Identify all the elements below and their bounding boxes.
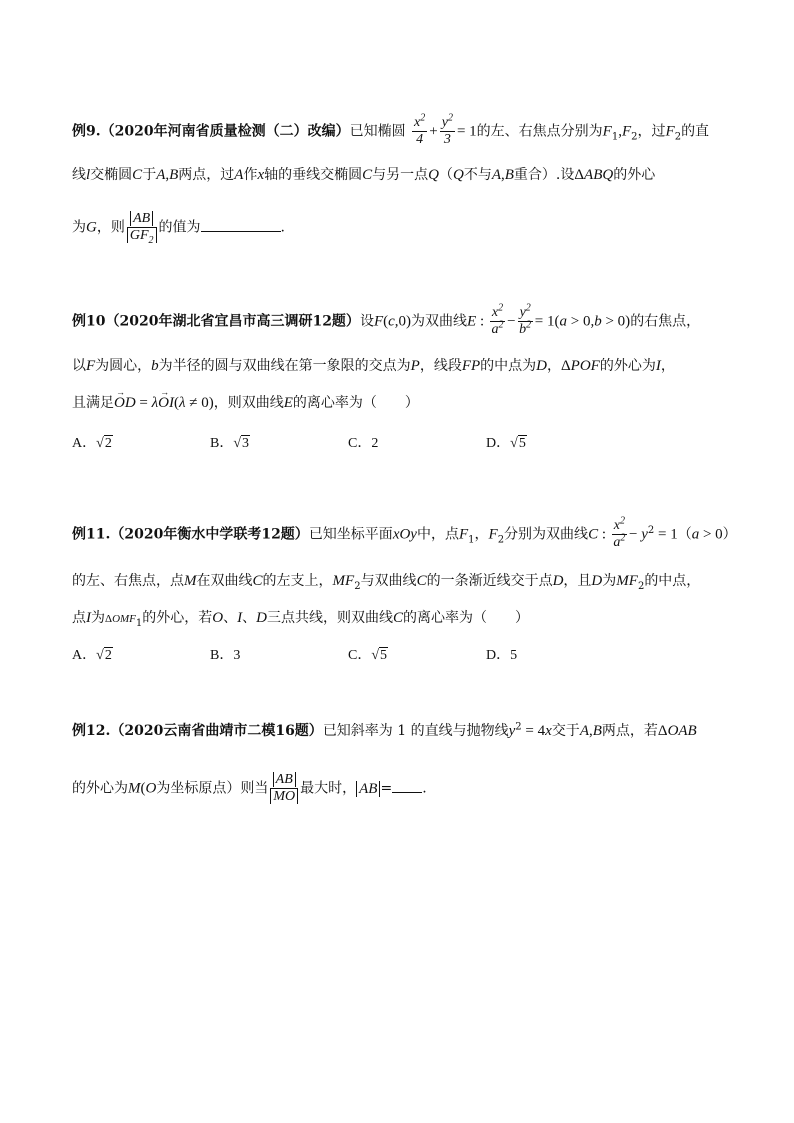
sqrt-icon: √2 bbox=[96, 436, 112, 451]
problem-10-line-1: 例10（2020年湖北省宜昌市高三调研12题）设F(c,0)为双曲线E : $\frac{x^2}{a^2}$ − $\frac{y^2}{b^2}$ = 1(a > 0,b > 0)的右焦点， bbox=[72, 302, 701, 337]
problem-11-source: （2020年衡水中学联考12题） bbox=[110, 526, 309, 543]
problem-11-line-2: 的左、右焦点，点M在双曲线C的左支上，$MF_2$与双曲线C的一条渐近线交于点D，且D为$MF_2$的中点， bbox=[72, 573, 701, 592]
problem-9-line-3: 为G，则 $\frac{AB}{GF_2}$ 的值为 . bbox=[72, 211, 285, 246]
problem-9-source: （2020年河南省质量检测（二）改编） bbox=[100, 123, 350, 140]
option-a[interactable]: A．√2 bbox=[72, 645, 113, 667]
sqrt-icon: √2 bbox=[96, 648, 112, 663]
fraction-ab-over-gf2: $\frac{AB}{GF_2}$ bbox=[127, 211, 157, 244]
option-c[interactable]: C．2 bbox=[348, 436, 379, 451]
problem-11-options bbox=[72, 645, 672, 669]
problem-10-line-3: 且满足→ OD = λ→ OI(λ ≠ 0)，则双曲线E的离心率为（ ） bbox=[72, 392, 419, 414]
problem-11-label: 例11. bbox=[72, 526, 111, 543]
option-b[interactable]: B．3 bbox=[210, 648, 241, 663]
problem-11-line-3: 点I为$\Delta OMF_1$的外心，若O、I、D三点共线，则双曲线C的离心率为（ ） bbox=[72, 610, 529, 629]
option-a[interactable]: A．√2 bbox=[72, 433, 113, 455]
fraction-x2-over-4: $\frac{x^2}{4}$ bbox=[414, 112, 426, 147]
problem-12-line-2: 的外心为M(O为坐标原点）则当 $\frac{AB}{MO}$ 最大时， AB = . bbox=[72, 772, 427, 804]
fraction-x2-over-a2: $\frac{x^2}{a^2}$ bbox=[613, 515, 626, 550]
problem-9-line-2: 线l交椭圆C于A,B两点，过A作x轴的垂线交椭圆C与另一点Q（Q不与A,B重合）.设ΔABQ的外心 bbox=[72, 167, 656, 183]
problem-10-options bbox=[72, 433, 672, 457]
problem-9-label: 例9. bbox=[72, 123, 101, 140]
option-d[interactable]: D．5 bbox=[486, 648, 518, 663]
problem-12-source: （2020云南省曲靖市二模16题） bbox=[110, 723, 323, 739]
fraction-y2-over-b2: $\frac{y^2}{b^2}$ bbox=[519, 302, 532, 337]
fraction-x2-over-a2: $\frac{x^2}{a^2}$ bbox=[491, 302, 504, 337]
problem-10-line-2: 以F为圆心，b为半径的圆与双曲线在第一象限的交点为P，线段FP的中点为D，ΔPOF的外心为I， bbox=[72, 358, 675, 374]
sqrt-icon: √5 bbox=[510, 436, 526, 451]
sqrt-icon: √3 bbox=[233, 436, 250, 451]
fraction-y2-over-3: $\frac{y^2}{3}$ bbox=[441, 112, 453, 147]
option-d[interactable]: D．√5 bbox=[486, 433, 527, 455]
sqrt-icon: √5 bbox=[371, 648, 388, 663]
fraction-ab-over-mo: $\frac{AB}{MO}$ bbox=[270, 772, 298, 805]
problem-12-label: 例12. bbox=[72, 723, 111, 739]
answer-blank[interactable] bbox=[392, 792, 422, 793]
problem-11-line-1: 例11.（2020年衡水中学联考12题）已知坐标平面xOy中，点$F_1$，$F_2$分别为双曲线C : $\frac{x^2}{a^2}$ − $y^2 = 1(a > 0)$ bbox=[72, 515, 737, 550]
problem-10-source: （2020年湖北省宜昌市高三调研12题） bbox=[105, 313, 360, 330]
option-b[interactable]: B．√3 bbox=[210, 433, 250, 455]
problem-9-line-1: 例9.（2020年河南省质量检测（二）改编）已知椭圆 $\frac{x^2}{4}$ + $\frac{y^2}{3}$ = 1的左、右焦点分别为$F_1,F_2$，过$F_2$的直 bbox=[72, 112, 710, 147]
problem-12-line-1: 例12.（2020云南省曲靖市二模16题）已知斜率为 1 的直线与抛物线$y^2 = 4x$交于A,B两点，若ΔOAB bbox=[72, 721, 697, 739]
answer-blank[interactable] bbox=[201, 231, 281, 232]
problem-10-label: 例10 bbox=[72, 313, 106, 330]
option-c[interactable]: C．√5 bbox=[348, 645, 388, 667]
